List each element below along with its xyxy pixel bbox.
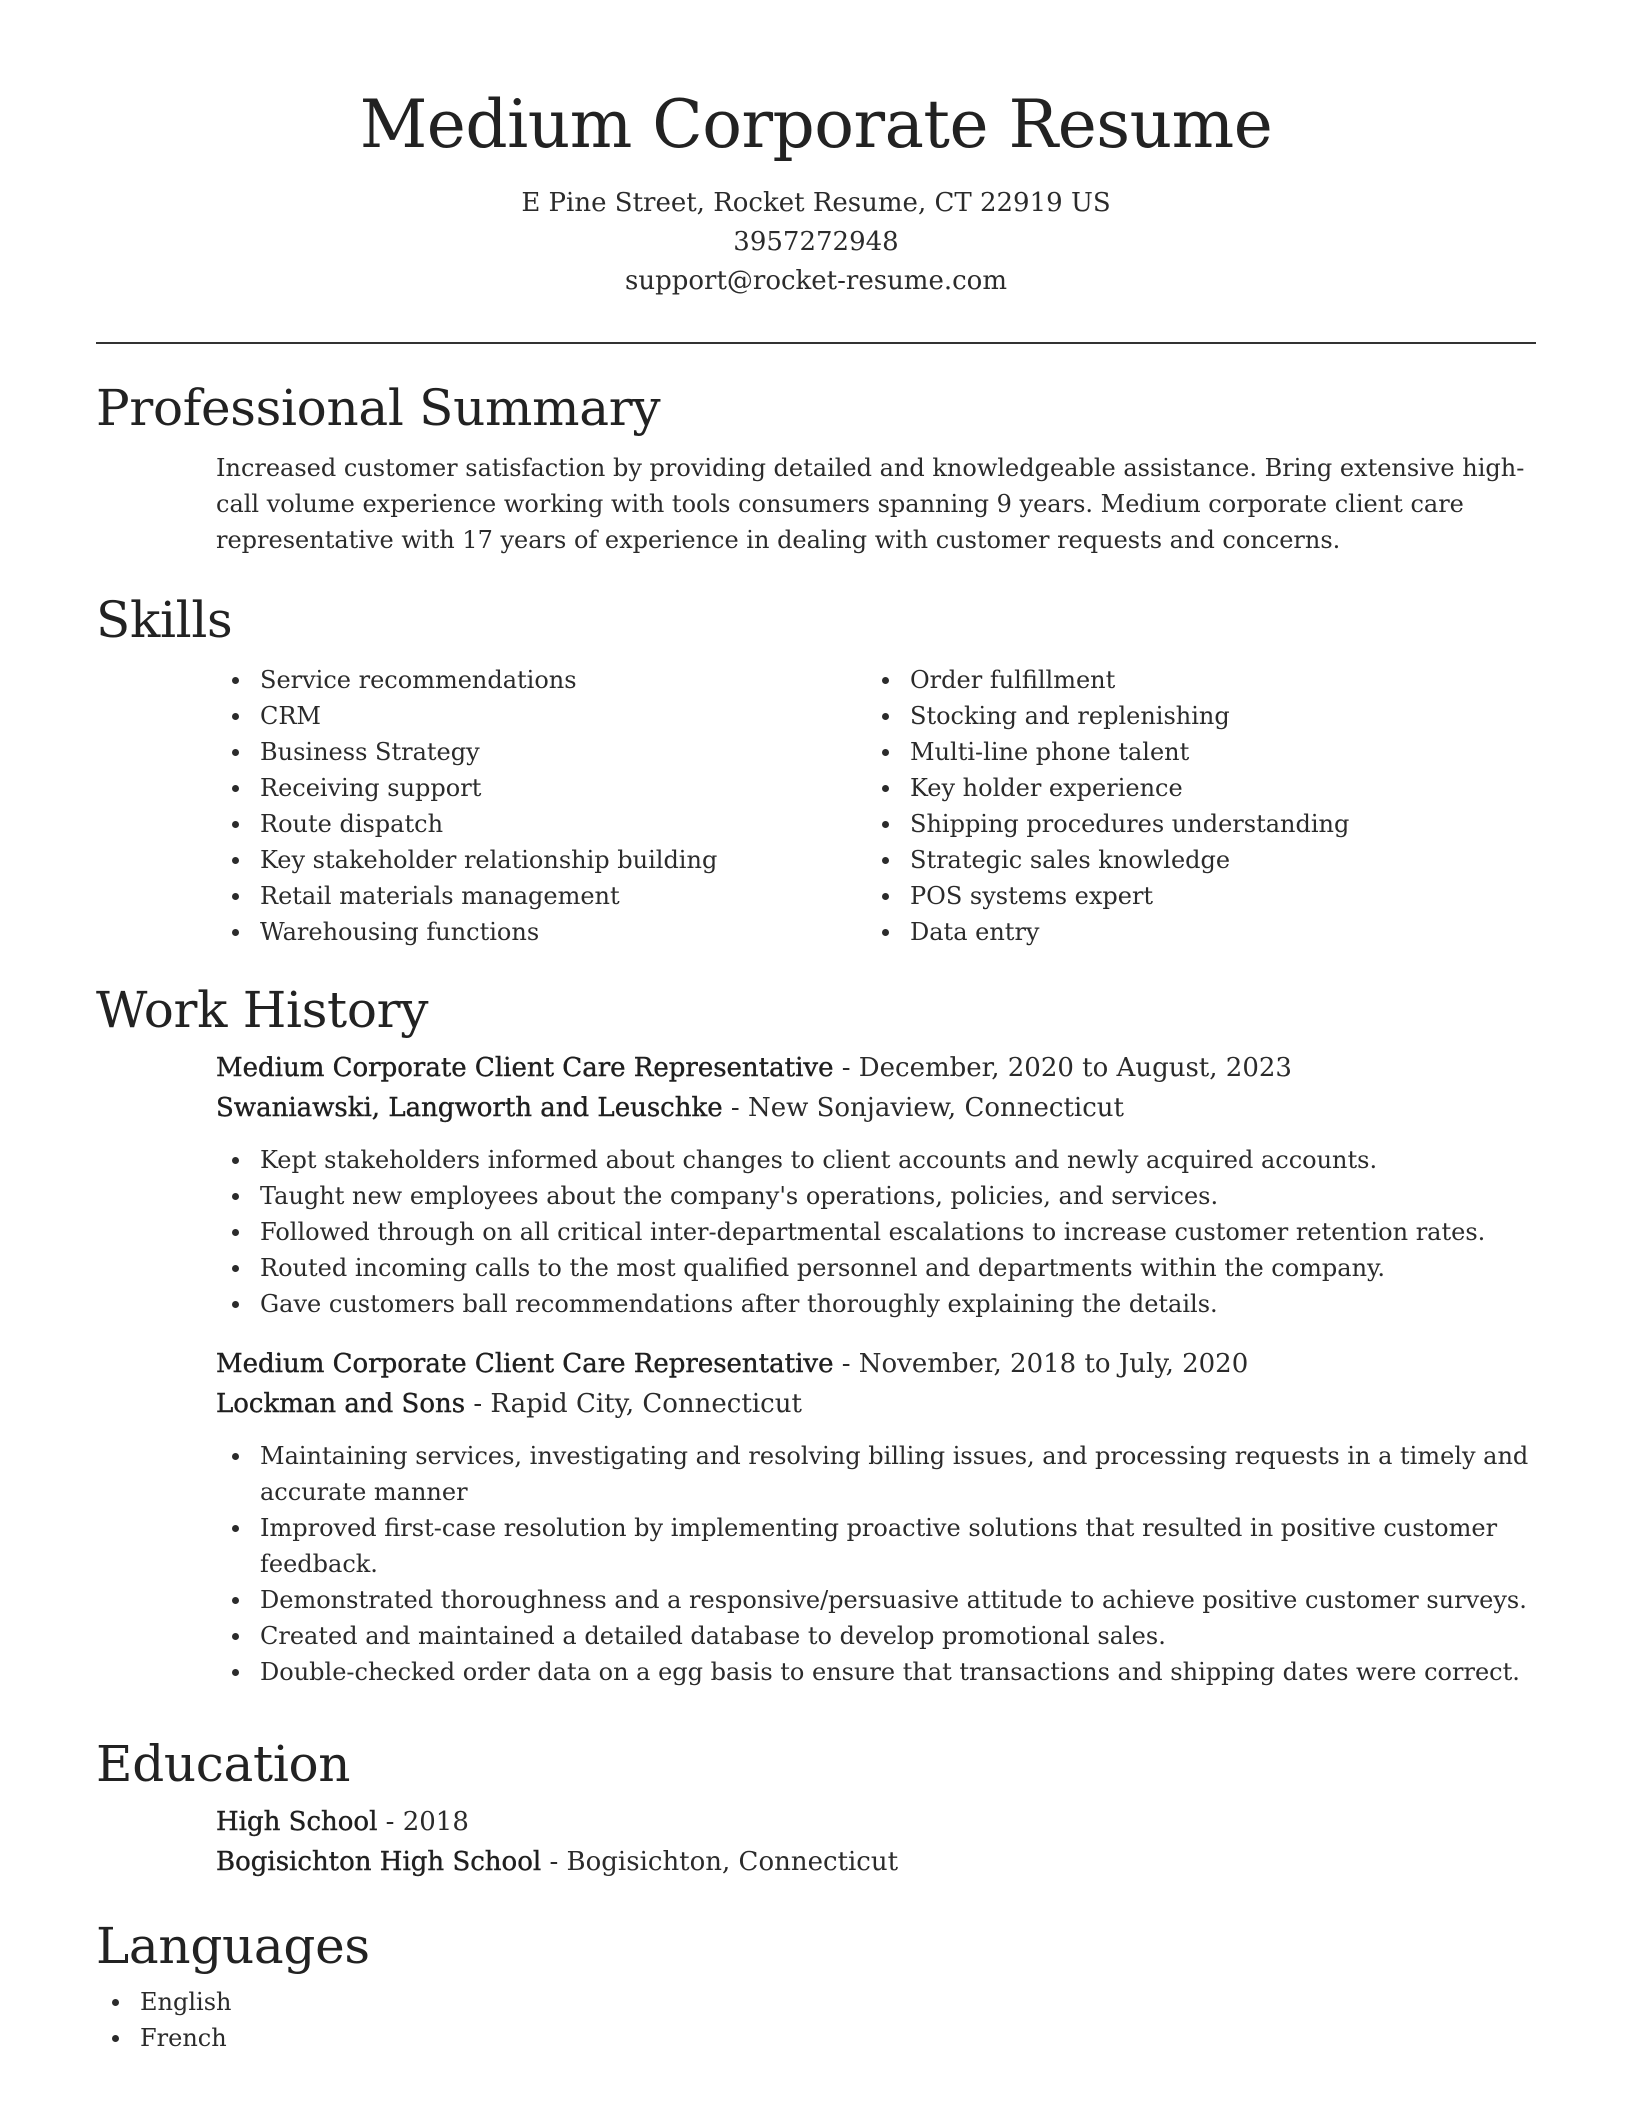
summary-text: Increased customer satisfaction by providing detailed and knowledgeable assistance. Bring extensive high-call volume experience working with tools consumers spanning 9 years. Medium corporate client care representative with 17 years of experience in dealing with customer requests and concerns. bbox=[216, 454, 1525, 554]
skill-item: Service recommendations bbox=[216, 662, 866, 698]
job-title-line bbox=[216, 1344, 1536, 1384]
job-location: - Rapid City, Connecticut bbox=[465, 1389, 802, 1419]
resume-header bbox=[96, 80, 1536, 301]
languages-section bbox=[96, 1916, 1536, 2056]
education-degree: High School bbox=[216, 1807, 378, 1837]
contact-info bbox=[96, 184, 1536, 301]
languages-list bbox=[96, 1984, 1536, 2056]
job-duty-item: Gave customers ball recommendations after thoroughly explaining the details. bbox=[216, 1286, 1536, 1322]
jobs-list bbox=[96, 1048, 1536, 1690]
skill-item: Retail materials management bbox=[216, 878, 866, 914]
skill-item: Shipping procedures understanding bbox=[866, 806, 1516, 842]
header-divider bbox=[96, 342, 1536, 344]
skill-item: Multi-line phone talent bbox=[866, 734, 1516, 770]
language-item: French bbox=[96, 2020, 1536, 2056]
job-dates: - December, 2020 to August, 2023 bbox=[833, 1053, 1292, 1083]
summary-title: Professional Summary bbox=[96, 379, 661, 437]
job-company-line bbox=[216, 1384, 1536, 1424]
skill-item: Business Strategy bbox=[216, 734, 866, 770]
job-duty-item: Taught new employees about the company's operations, policies, and services. bbox=[216, 1178, 1536, 1214]
contact-email: support@rocket-resume.com bbox=[624, 266, 1007, 296]
education-degree-line bbox=[216, 1802, 1536, 1842]
job-duties bbox=[216, 1438, 1536, 1690]
language-item: English bbox=[96, 1984, 1536, 2020]
job-company-line bbox=[216, 1088, 1536, 1128]
skill-item: Receiving support bbox=[216, 770, 866, 806]
job-company: Swaniawski, Langworth and Leuschke bbox=[216, 1093, 723, 1123]
summary-section bbox=[96, 378, 1536, 558]
skill-item: Warehousing functions bbox=[216, 914, 866, 950]
education-school-line bbox=[216, 1842, 1536, 1882]
skills-grid bbox=[216, 662, 1536, 950]
job-duty-item: Maintaining services, investigating and resolving billing issues, and processing requests in a timely and accurate manner bbox=[216, 1438, 1536, 1510]
skill-item: Route dispatch bbox=[216, 806, 866, 842]
education-section bbox=[96, 1734, 1536, 1882]
skill-item: Stocking and replenishing bbox=[866, 698, 1516, 734]
job-entry bbox=[216, 1048, 1536, 1322]
job-duty-item: Created and maintained a detailed database to develop promotional sales. bbox=[216, 1618, 1536, 1654]
skill-item: Strategic sales knowledge bbox=[866, 842, 1516, 878]
education-location: - Bogisichton, Connecticut bbox=[541, 1847, 899, 1877]
job-duty-item: Demonstrated thoroughness and a responsive/persuasive attitude to achieve positive customer surveys. bbox=[216, 1582, 1536, 1618]
job-entry bbox=[216, 1344, 1536, 1690]
education-title: Education bbox=[96, 1735, 351, 1793]
education-year: - 2018 bbox=[377, 1807, 469, 1837]
skill-item: Key holder experience bbox=[866, 770, 1516, 806]
candidate-name: Medium Corporate Resume bbox=[359, 86, 1273, 163]
education-entry bbox=[216, 1802, 1536, 1882]
contact-address: E Pine Street, Rocket Resume, CT 22919 US bbox=[521, 188, 1111, 218]
job-position: Medium Corporate Client Care Representative bbox=[216, 1053, 834, 1083]
skill-item: Key stakeholder relationship building bbox=[216, 842, 866, 878]
job-title-line bbox=[216, 1048, 1536, 1088]
work-history-section bbox=[96, 980, 1536, 1712]
job-location: - New Sonjaview, Connecticut bbox=[722, 1093, 1124, 1123]
skills-section bbox=[96, 590, 1536, 950]
languages-title: Languages bbox=[96, 1917, 370, 1975]
skill-item: Order fulfillment bbox=[866, 662, 1516, 698]
contact-phone: 3957272948 bbox=[733, 227, 899, 257]
job-duty-item: Followed through on all critical inter-departmental escalations to increase customer retention rates. bbox=[216, 1214, 1536, 1250]
skill-item: Data entry bbox=[866, 914, 1516, 950]
job-dates: - November, 2018 to July, 2020 bbox=[833, 1349, 1249, 1379]
work-history-title: Work History bbox=[96, 981, 429, 1039]
job-duty-item: Kept stakeholders informed about changes to client accounts and newly acquired accounts. bbox=[216, 1142, 1536, 1178]
job-position: Medium Corporate Client Care Representative bbox=[216, 1349, 834, 1379]
job-duties bbox=[216, 1142, 1536, 1322]
skill-item: CRM bbox=[216, 698, 866, 734]
skills-left-column bbox=[216, 662, 866, 950]
skills-right-column bbox=[866, 662, 1516, 950]
job-duty-item: Improved first-case resolution by implementing proactive solutions that resulted in positive customer feedback. bbox=[216, 1510, 1536, 1582]
job-duty-item: Double-checked order data on a egg basis to ensure that transactions and shipping dates were correct. bbox=[216, 1654, 1536, 1690]
skill-item: POS systems expert bbox=[866, 878, 1516, 914]
job-duty-item: Routed incoming calls to the most qualified personnel and departments within the company. bbox=[216, 1250, 1536, 1286]
education-school: Bogisichton High School bbox=[216, 1847, 542, 1877]
job-company: Lockman and Sons bbox=[216, 1389, 466, 1419]
skills-title: Skills bbox=[96, 591, 233, 649]
